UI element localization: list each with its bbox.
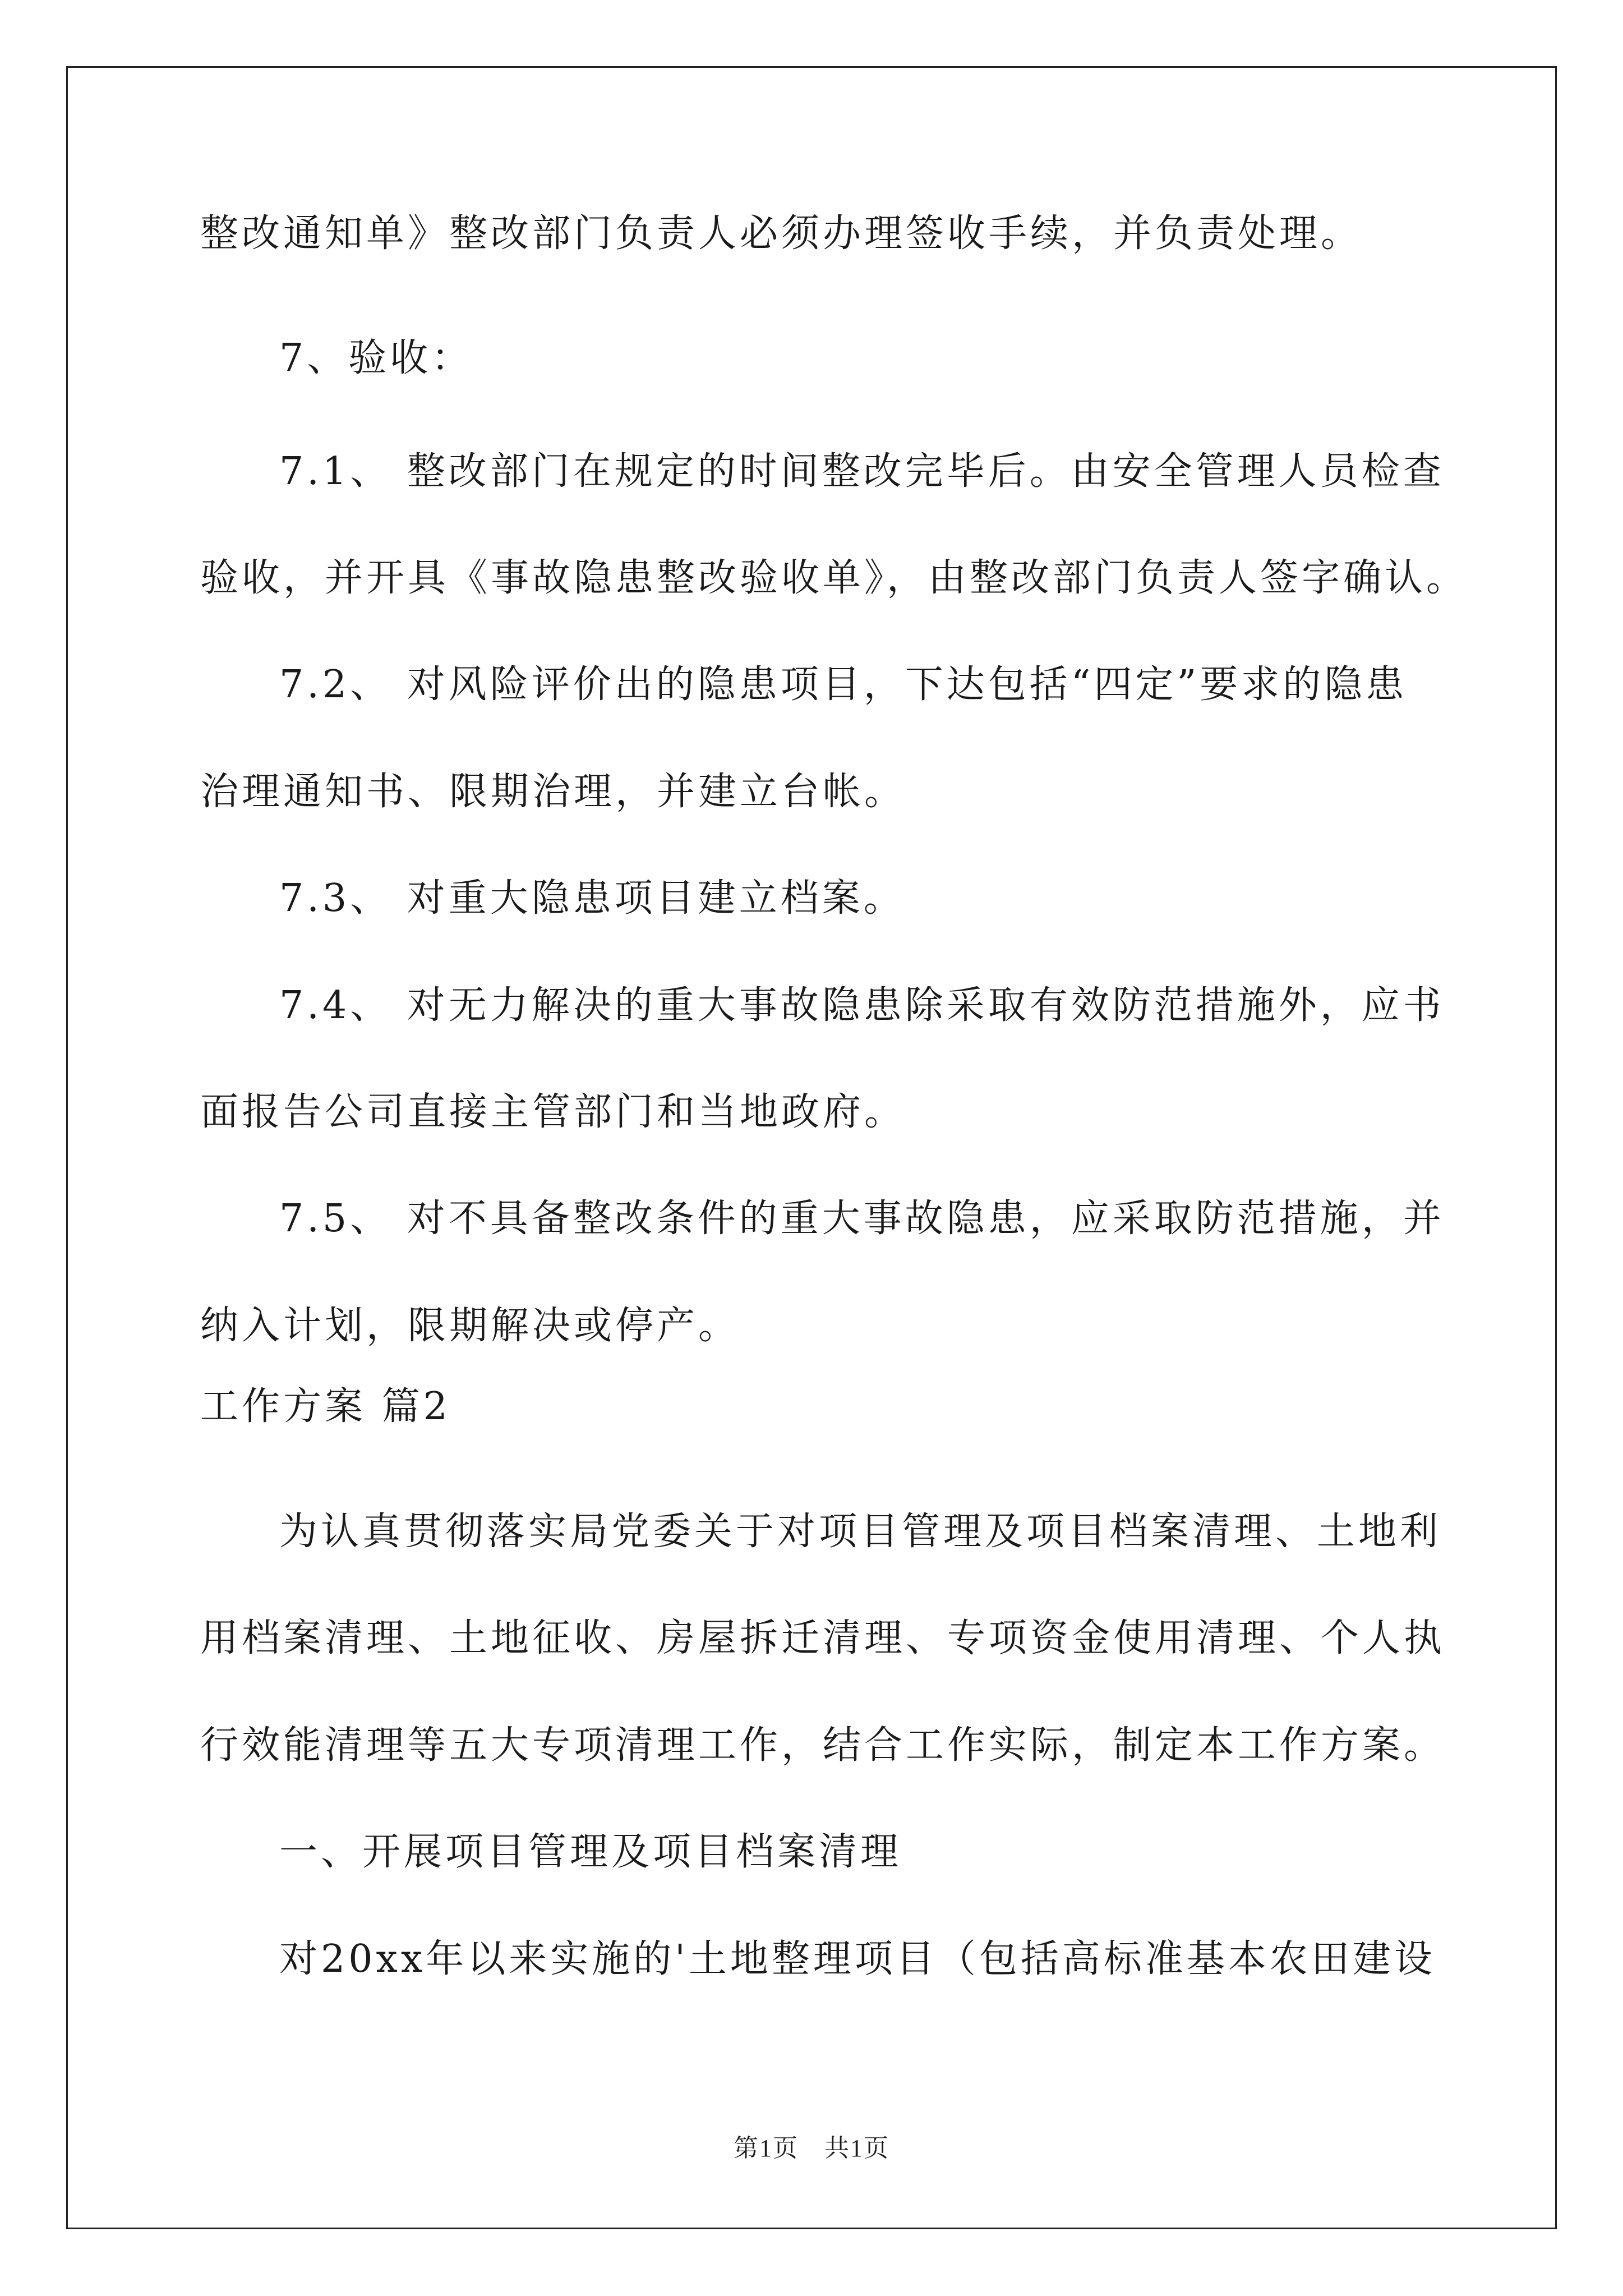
text-line-14: 用档案清理、土地征收、房屋拆迁清理、专项资金使用清理、个人执 (200, 1616, 1446, 1660)
text-line-1: 整改通知单》整改部门负责人必须办理签收手续，并负责处理。 (200, 211, 1363, 256)
text-line-3: 7.1、 整改部门在规定的时间整改完毕后。由安全管理人员检查 (279, 449, 1445, 494)
text-line-8: 7.4、 对无力解决的重大事故隐患除采取有效防范措施外，应书 (279, 983, 1445, 1028)
text-line-11: 纳入计划，限期解决或停产。 (200, 1304, 740, 1348)
section-title-plan-2: 工作方案 篇2 (200, 1384, 451, 1429)
subsection-heading-1: 一、开展项目管理及项目档案清理 (279, 1830, 902, 1874)
text-line-5: 7.2、 对风险评价出的隐患项目，下达包括“四定”要求的隐患 (279, 662, 1408, 707)
page-border (66, 66, 1557, 2229)
text-line-10: 7.5、 对不具备整改条件的重大事故隐患，应采取防范措施，并 (279, 1197, 1445, 1241)
text-line-13: 为认真贯彻落实局党委关于对项目管理及项目档案清理、土地利 (279, 1510, 1442, 1554)
page-number-footer: 第1页 共1页 (734, 2134, 889, 2162)
text-line-17: 对20xx年以来实施的'土地整理项目（包括高标准基本农田建设 (279, 1937, 1436, 1981)
text-line-6: 治理通知书、限期治理，并建立台帐。 (200, 770, 906, 814)
text-line-15: 行效能清理等五大专项清理工作，结合工作实际，制定本工作方案。 (200, 1723, 1446, 1768)
section-heading-acceptance: 7、验收： (279, 336, 473, 380)
text-line-9: 面报告公司直接主管部门和当地政府。 (200, 1090, 906, 1134)
text-line-7: 7.3、 对重大隐患项目建立档案。 (279, 876, 905, 921)
text-line-4: 验收，并开具《事故隐患整改验收单》，由整改部门负责人签字确认。 (200, 556, 1468, 600)
